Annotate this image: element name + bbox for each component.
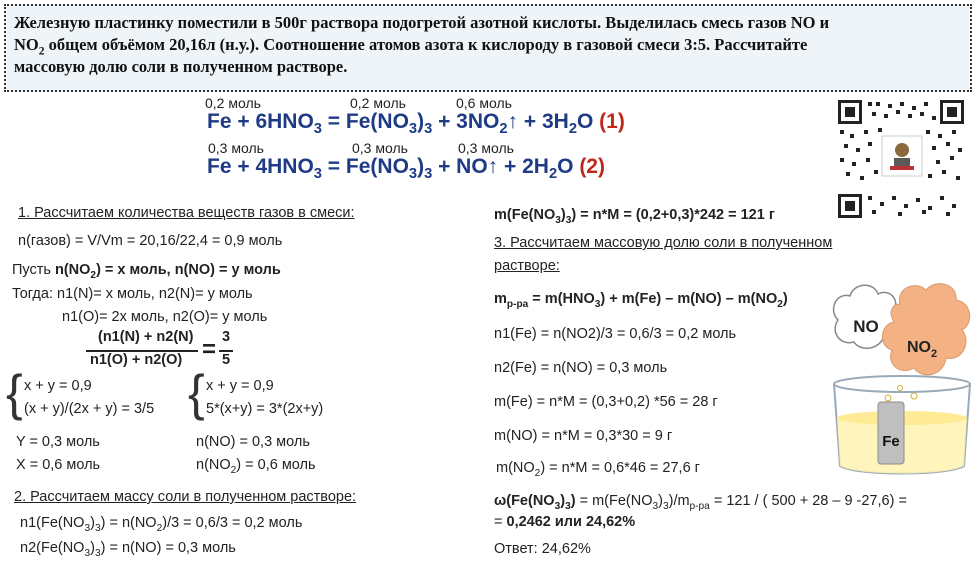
beaker-illustration: [826, 280, 976, 480]
salt-amount-1: $n1(Fe(NO_3)_3) = n(NO_2)/3 = 0,6/3 = 0,2$ моль: [20, 515, 303, 534]
svg-text:NO: NO: [853, 317, 879, 336]
m-no: m(NO) = n*M = 0,3*30 = 9 г: [494, 428, 673, 444]
problem-line-1: Железную пластинку поместили в 500г раствора подогретой азотной кислоты. Выделилась смесь газов NO и: [14, 13, 830, 32]
qr-code: [838, 100, 964, 218]
n-no-value: n(NO) = 0,3 моль: [196, 434, 310, 450]
problem-statement: [4, 4, 972, 92]
r1-mol-salt: 0,2 моль: [350, 95, 406, 111]
r1-mol-no2: 0,6 моль: [456, 95, 512, 111]
solution-mass-formula: $m_{р-ра} = m(HNO_3) + m(Fe) - m(NO) - m(NO_2)$: [494, 291, 788, 310]
y-value: Y = 0,3 моль: [16, 434, 100, 450]
step-2-heading: 2. Рассчитаем массу соли в полученном растворе:: [14, 489, 357, 505]
problem-line-2: $NO_2$ общем объёмом 20,16л (н.у.). Соотношение атомов азота к кислороду в газовой смеси 3:5. Рассчитайте: [14, 35, 808, 58]
n-no2-value: $n(NO_2) = 0,6$ моль: [196, 457, 316, 476]
system-1-brace: {: [6, 365, 23, 421]
system-1-eq-2: (x + y)/(2x + y) = 3/5: [24, 401, 155, 417]
mass-fraction: $\omega(Fe(NO_3)_3) = m(Fe(NO_3)_3)/m_{р-ра} = 121$ / ( 500 + 28 – 9 -27,6) =: [494, 493, 907, 512]
r1-mol-fe: 0,2 моль: [205, 95, 261, 111]
ratio-numerator: 3: [222, 329, 231, 345]
answer: Ответ: 24,62%: [494, 541, 591, 557]
gas-amount: n(газов) = V/Vm = 20,16/22,4 = 0,9 моль: [18, 233, 283, 249]
m-fe: m(Fe) = n*M = (0,3+0,2) *56 = 28 г: [494, 394, 718, 410]
fraction-numerator: (n1(N) + n2(N): [98, 329, 194, 345]
system-2-eq-2: 5*(x+y) = 3*(2x+y): [206, 401, 324, 417]
svg-text:Fe: Fe: [882, 433, 900, 450]
iron-plate: [878, 402, 904, 464]
x-value: X = 0,6 моль: [16, 457, 101, 473]
system-2-brace: {: [188, 365, 205, 421]
reaction-2: $Fe + 4HNO_3 = Fe(NO_3)_3$ + NO↑ + $2H_2O$ (2): [207, 155, 605, 183]
fraction-denominator: n1(O) + n2(O): [90, 352, 183, 368]
svg-text:NO2: $NO_2$: [906, 339, 938, 360]
reaction-2-number: (2): [579, 155, 605, 178]
step-1-heading: 1. Рассчитаем количества веществ газов в смеси:: [18, 205, 355, 221]
reaction-1: $Fe + 6HNO_3 = Fe(NO_3)_3$ + $3NO_2↑ + 3H_2O$ (1): [207, 110, 625, 138]
salt-amount-2: $n2(Fe(NO_3)_3) = n(NO) = 0,3$ моль: [20, 540, 236, 559]
no2-cloud: [882, 284, 969, 375]
fraction-equals: =: [202, 336, 217, 363]
mass-fraction-result: = 0,2462 или 24,62%: [494, 514, 636, 530]
n2-fe: n2(Fe) = n(NO) = 0,3 моль: [494, 360, 668, 376]
r2-mol-salt: 0,3 моль: [352, 140, 408, 156]
problem-line-3: массовую долю соли в полученном растворе.: [14, 57, 348, 76]
n1-fe: n1(Fe) = n(NO2)/3 = 0,6/3 = 0,2 моль: [494, 326, 737, 342]
m-no2: $m(NO_2) = n*M = 0,6*46 = 27,6$ г: [496, 460, 700, 479]
oxygen-amounts: n1(O)= 2х моль, n2(O)= у моль: [62, 309, 268, 325]
system-2-eq-1: x + y = 0,9: [206, 378, 274, 394]
ratio-denominator: 5: [222, 352, 231, 368]
step-3-heading-line-2: растворе:: [494, 258, 560, 274]
reaction-1-number: (1): [599, 110, 625, 133]
r2-mol-fe: 0,3 моль: [208, 140, 264, 156]
salt-mass: $m(Fe(NO_3)_3) = n*M = (0,2+0,3)*242 = 121$ г: [494, 207, 775, 226]
r2-mol-no: 0,3 моль: [458, 140, 514, 156]
then-nitrogen: Тогда: n1(N)= х моль, n2(N)= у моль: [12, 286, 253, 302]
let-variables: Пусть $n(NO_2) = х$ моль, n(NO) = у моль: [12, 262, 281, 281]
step-3-heading-line-1: 3. Рассчитаем массовую долю соли в полученном: [494, 235, 833, 251]
system-1-eq-1: x + y = 0,9: [24, 378, 92, 394]
